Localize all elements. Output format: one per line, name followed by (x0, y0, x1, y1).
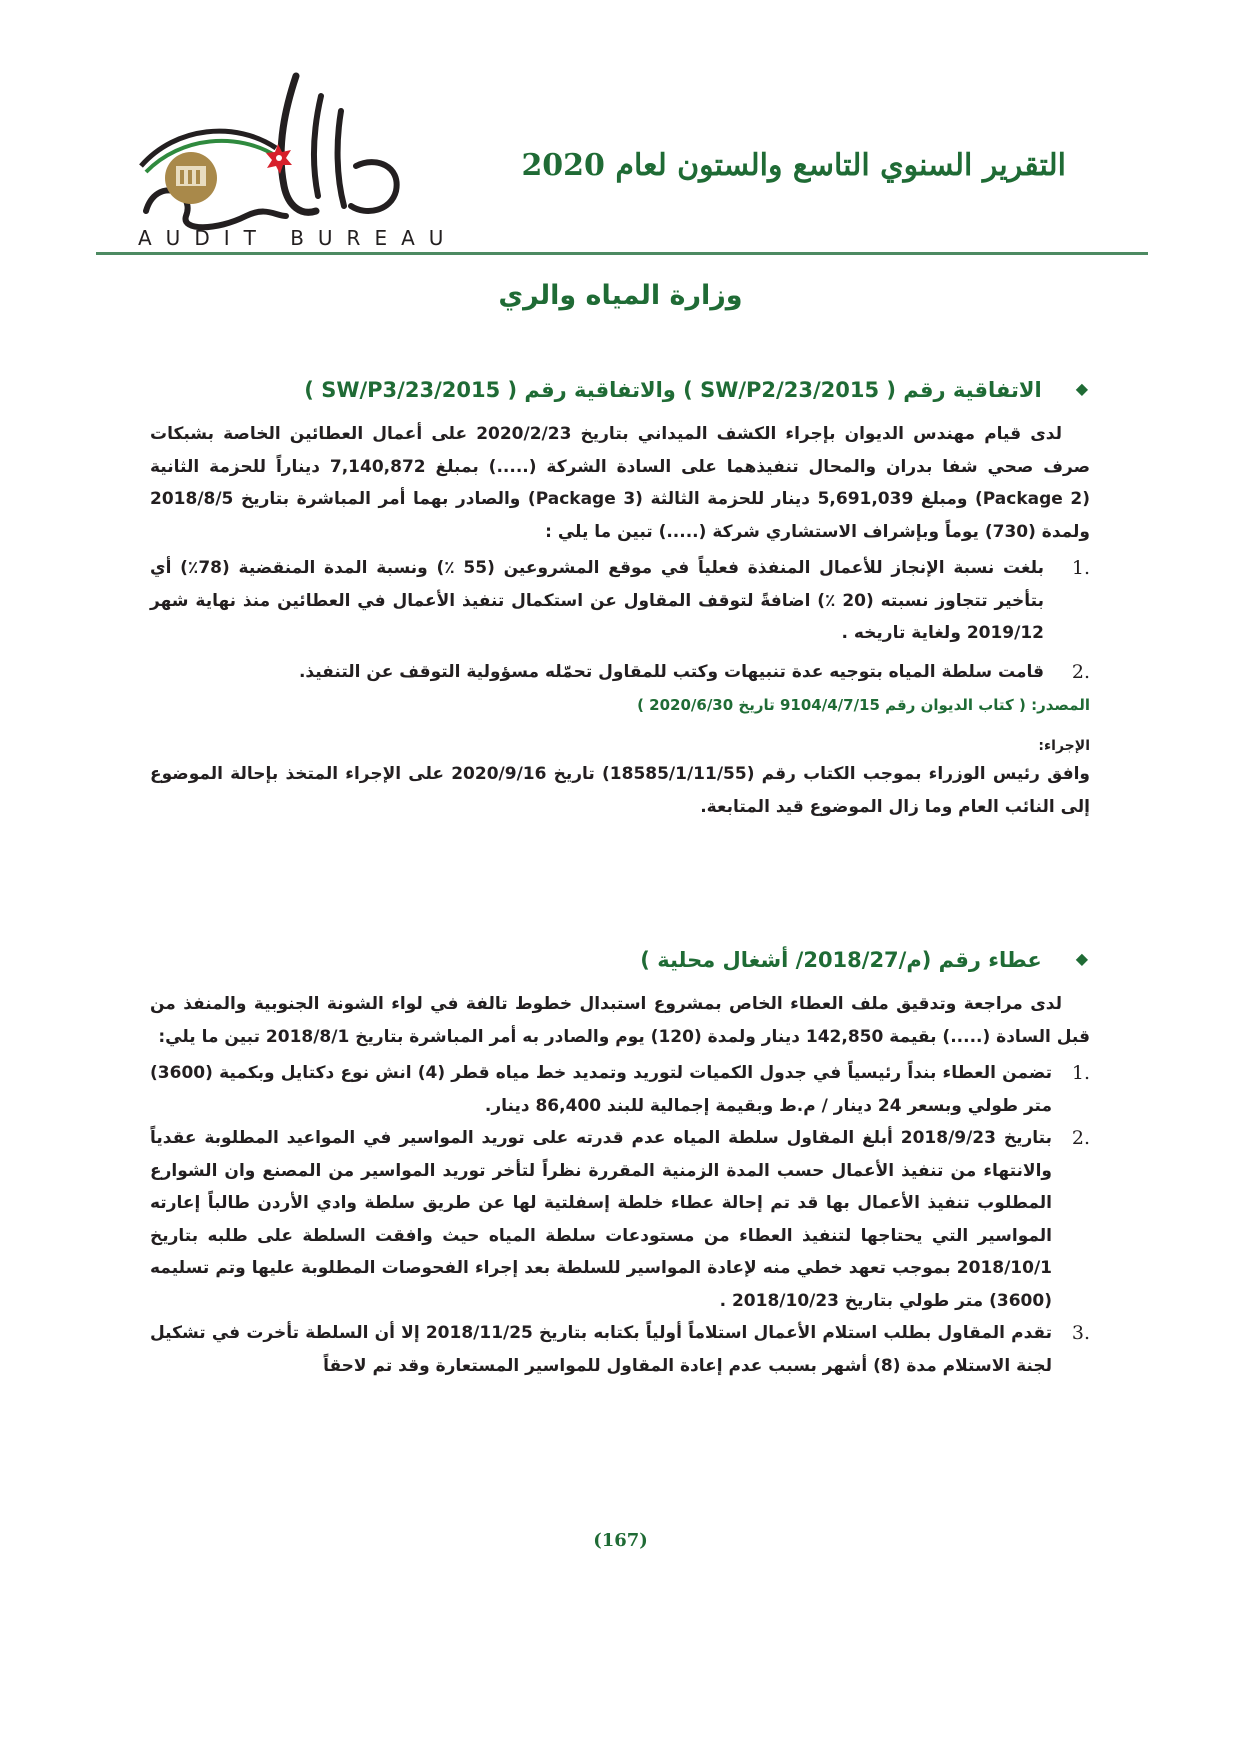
action-text: وافق رئيس الوزراء بموجب الكتاب رقم (18585/1/11/55) تاريخ 2020/9/16 على الإجراء المتخذ بإحالة الموضوع إلى النائب العام وما زال الموضوع قيد المتابعة. (150, 764, 1090, 817)
section1-findings-list (150, 552, 1090, 688)
logo-emblem-icon (126, 66, 416, 252)
page-header (96, 58, 1148, 256)
section1-body (150, 418, 1090, 823)
item-number: .2 (1071, 660, 1090, 683)
source-citation: المصدر: ( كتاب الديوان رقم 9104/4/7/15 تاريخ 2020/6/30 ) (637, 696, 1090, 714)
list-item (150, 1317, 1090, 1382)
section2-heading-text: عطاء رقم (م/2018/27/ أشغال محلية ) (640, 948, 1042, 972)
section2-intro: لدى مراجعة وتدقيق ملف العطاء الخاص بمشروع استبدال خطوط تالفة في لواء الشونة الجنوبية والمنفذ من قبل السادة (.....) بقيمة 142,850 دينار ولمدة (120) يوم والصادر به أمر المباشرة بتاريخ 2018/8/1 تبين ما يلي: (150, 994, 1090, 1047)
logo-caption: AUDIT BUREAU (138, 226, 458, 250)
diamond-bullet-icon: ◆ (1075, 949, 1088, 968)
item-number: .2 (1071, 1127, 1090, 1149)
section1-heading-text: الاتفاقية رقم ( 23/2015/SW/P2 ) والاتفاقية رقم ( 23/2015/SW/P3 ) (304, 378, 1042, 402)
report-title: التقرير السنوي التاسع والستون لعام 2020 (521, 148, 1066, 183)
item-number: .1 (1071, 557, 1090, 579)
list-item (150, 656, 1090, 689)
item-number: .1 (1071, 1062, 1090, 1084)
ministry-title: وزارة المياه والري (498, 280, 743, 311)
diamond-bullet-icon: ◆ (1075, 379, 1088, 398)
audit-bureau-logo (126, 66, 416, 252)
item-text: قامت سلطة المياه بتوجيه عدة تنبيهات وكتب للمقاول تحمّله مسؤولية التوقف عن التنفيذ. (298, 661, 1044, 682)
section1-intro: لدى قيام مهندس الديوان بإجراء الكشف الميداني بتاريخ 2020/2/23 على أعمال العطائين الخاصة بشبكات صرف صحي شفا بدران والمحال تنفيذهما على السادة الشركة (.....) بمبلغ 7,140,872 ديناراً للحزمة الثانية (Package 2) ومبلغ 5,691,039 دينار للحزمة الثالثة (Package 3) والصادر بهما أمر المباشرة بتاريخ 2018/8/5 ولمدة (730) يوماً وبإشراف الاستشاري شركة (.....) تبين ما يلي : (150, 424, 1091, 542)
item-text: تضمن العطاء بنداً رئيسياً في جدول الكميات لتوريد وتمديد خط مياه قطر (4) انش نوع دكتايل وبكمية (3600) متر طولي وبسعر 24 دينار / م.ط وبقيمة إجمالية للبند 86,400 دينار. (150, 1063, 1053, 1116)
list-item (150, 1057, 1090, 1122)
action-label: الإجراء: (1038, 738, 1090, 754)
section2-heading (150, 948, 1088, 972)
header-divider (96, 252, 1148, 255)
section2-findings-list (150, 1057, 1090, 1382)
item-text: بتاريخ 2018/9/23 أبلغ المقاول سلطة المياه عدم قدرته على توريد المواسير في المواعيد المطلوبة عقدياً والانتهاء من تنفيذ الأعمال حسب المدة الزمنية المقررة نظراً لتأخر توريد المواسير من المصنع وان الشوارع المطلوب تنفيذ الأعمال بها قد تم إحالة عطاء خلطة إسفلتية لها عن طريق سلطة وادي الأردن طالباً إعارته المواسير التي يحتاجها لتنفيذ العطاء من مستودعات سلطة المياه حيث وافقت السلطة على طلبه بتاريخ 2018/10/1 بموجب تعهد خطي منه لإعادة المواسير للسلطة بعد إجراء الفحوصات المطلوبة عليها وتم تسليمه (3600) متر طولي بتاريخ 2018/10/23 . (150, 1128, 1053, 1311)
item-text: تقدم المقاول بطلب استلام الأعمال استلاماً أولياً بكتابه بتاريخ 2018/11/25 إلا أن السلطة تأخرت في تشكيل لجنة الاستلام مدة (8) أشهر بسبب عدم إعادة المقاول للمواسير المستعارة وقد تم لاحقاً (150, 1323, 1053, 1376)
list-item (150, 552, 1090, 650)
item-number: .3 (1071, 1322, 1090, 1344)
section2-body (150, 988, 1090, 1382)
page-number: (167) (593, 1530, 648, 1551)
list-item (150, 1122, 1090, 1317)
section1-heading (150, 378, 1088, 402)
item-text: بلغت نسبة الإنجاز للأعمال المنفذة فعلياً في موقع المشروعين (55 ٪) ونسبة المدة المنقضية (78٪) أي بتأخير تتجاوز نسبته (20 ٪) اضافةً لتوقف المقاول عن استكمال تنفيذ الأعمال في العطائين منذ نهاية شهر 2019/12 ولغاية تاريخه . (150, 558, 1044, 643)
